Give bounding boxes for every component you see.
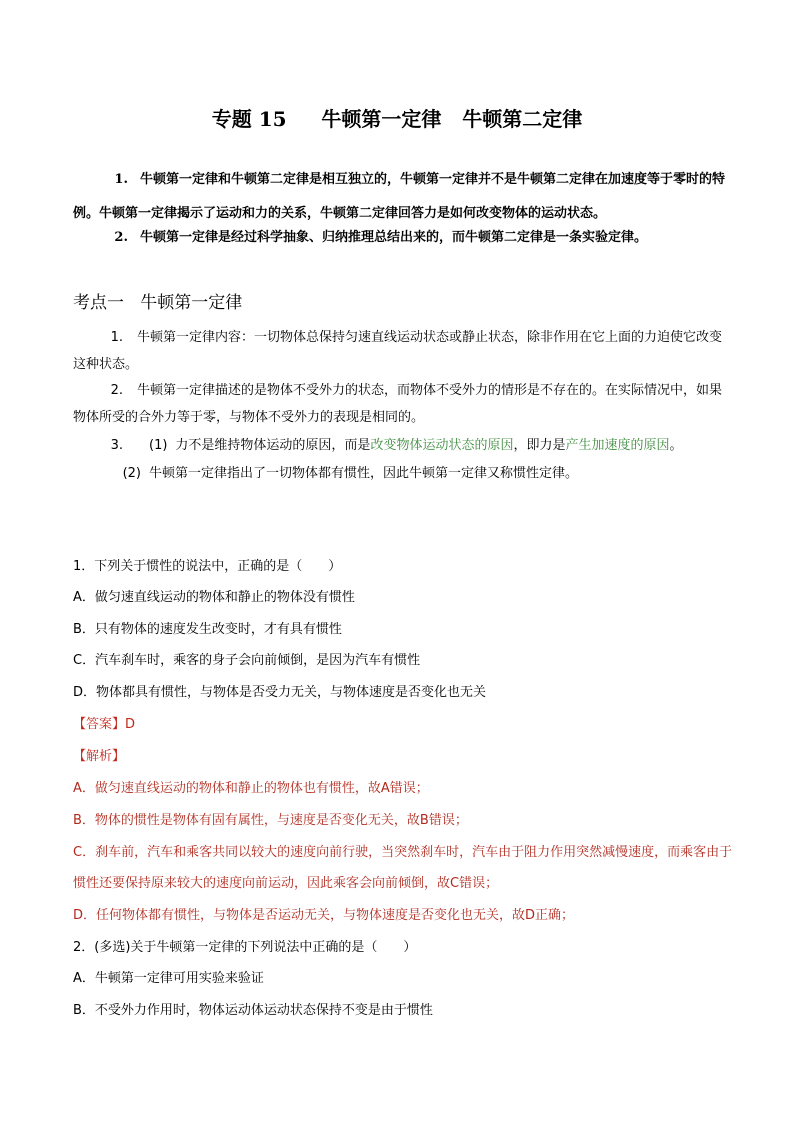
key-point-3	[73, 432, 733, 459]
question-1-analysis-label: 【解析】	[73, 749, 126, 764]
intro-item-text: 牛顿第一定律是经过科学抽象、归纳推理总结出来的，而牛顿第二定律是一条实验定律。	[140, 230, 648, 245]
key-point-3-2	[73, 460, 733, 487]
question-1-stem: 1．下列关于惯性的说法中，正确的是（ ）	[73, 559, 342, 574]
question-1-answer: 【答案】D	[73, 717, 136, 732]
question-1-option-b: B．只有物体的速度发生改变时，才有具有惯性	[73, 622, 342, 637]
key-point-number: 1.	[110, 330, 123, 345]
key-point-highlight: 改变物体运动状态的原因	[370, 438, 514, 453]
section-title: 考点一 牛顿第一定律	[73, 293, 243, 313]
question-1-option-a: A．做匀速直线运动的物体和静止的物体没有惯性	[73, 590, 355, 605]
key-point-text: 牛顿第一定律描述的是物体不受外力的状态，而物体不受外力的情形是不存在的。在实际情况中，如果物体所受的合外力等于零，与物体不受外力的表现是相同的。	[73, 383, 723, 425]
intro-item-number: 1.	[114, 172, 128, 187]
analysis-line-d: D．任何物体都有惯性，与物体是否运动无关，与物体速度是否变化也无关，故D正确；	[73, 908, 575, 923]
key-point-text: 。	[669, 438, 683, 453]
key-point-sub-number: (2)	[122, 466, 141, 481]
page-title: 专题 15 牛顿第一定律 牛顿第二定律	[211, 107, 583, 131]
key-point-text: 牛顿第一定律内容：一切物体总保持匀速直线运动状态或静止状态，除非作用在它上面的力迫使它改变这种状态。	[73, 330, 723, 372]
key-point-text: 牛顿第一定律指出了一切物体都有惯性，因此牛顿第一定律又称惯性定律。	[149, 466, 579, 481]
question-1-option-c: C．汽车刹车时，乘客的身子会向前倾倒，是因为汽车有惯性	[73, 653, 421, 668]
key-point-number: 2.	[110, 383, 123, 398]
analysis-line-c: C．刹车前，汽车和乘客共同以较大的速度向前行驶，当突然刹车时，汽车由于阻力作用突然减慢速度，而乘客由于惯性还要保持原来较大的速度向前运动，因此乘客会向前倾倒，故C错误；	[73, 845, 733, 891]
question-2-stem: 2．(多选)关于牛顿第一定律的下列说法中正确的是（ ）	[73, 940, 417, 955]
key-point-text: 力不是维持物体运动的原因，而是	[175, 438, 371, 453]
intro-item-2	[73, 221, 733, 255]
intro-item-text: 牛顿第一定律和牛顿第二定律是相互独立的，牛顿第一定律并不是牛顿第二定律在加速度等于零时的特例。牛顿第一定律揭示了运动和力的关系，牛顿第二定律回答力是如何改变物体的运动状态。	[73, 172, 726, 221]
key-point-1	[73, 324, 733, 378]
key-point-2	[73, 377, 733, 431]
key-point-text: ，即力是	[513, 438, 566, 453]
question-2-option-b: B．不受外力作用时，物体运动体运动状态保持不变是由于惯性	[73, 1003, 433, 1018]
question-1-option-d: D．物体都具有惯性，与物体是否受力无关，与物体速度是否变化也无关	[73, 685, 487, 700]
key-point-highlight: 产生加速度的原因	[565, 438, 670, 453]
key-point-sub-number: (1)	[149, 438, 168, 453]
key-point-number: 3.	[110, 438, 123, 453]
question-2-option-a: A．牛顿第一定律可用实验来验证	[73, 971, 264, 986]
analysis-line-b: B．物体的惯性是物体有固有属性，与速度是否变化无关，故B错误；	[73, 813, 468, 828]
intro-item-number: 2.	[114, 230, 128, 245]
analysis-line-a: A．做匀速直线运动的物体和静止的物体也有惯性，故A错误；	[73, 781, 429, 796]
